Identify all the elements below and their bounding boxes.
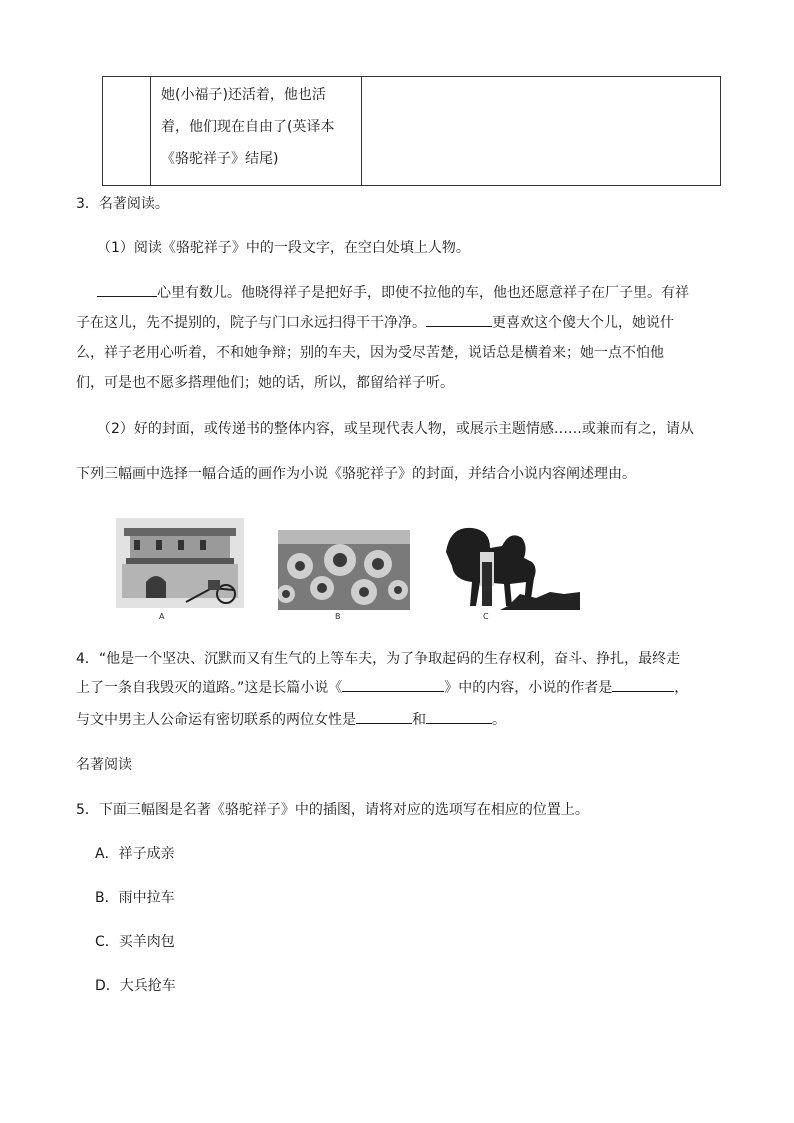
passage-line-2: 子在这儿，先不提别的，院子与门口永远扫得干干净净。 更喜欢这个傻大个儿，她说什 bbox=[76, 312, 674, 334]
option-b: B．雨中拉车 bbox=[95, 890, 175, 906]
image-label-b: B bbox=[335, 612, 341, 621]
option-a: A．祥子成亲 bbox=[95, 846, 175, 862]
answer-blank-woman-1[interactable] bbox=[356, 709, 412, 724]
table-cell-empty bbox=[103, 77, 151, 185]
image-label-a: A bbox=[159, 612, 165, 621]
question-4-line1: 4．“他是一个坚决、沉默而又有生气的上等车夫，为了争取起码的生存权利，奋斗、挣扎，最终走 bbox=[76, 651, 681, 667]
table-cell-line: 着，他们现在自由了(英译本 bbox=[161, 119, 335, 135]
question-4-line2: 上了一条自我毁灭的道路。”这是长篇小说《 》中的内容，小说的作者是 ， bbox=[76, 677, 688, 699]
image-label-c: C bbox=[483, 612, 489, 621]
answer-blank-woman-2[interactable] bbox=[426, 709, 492, 724]
table-cell-quote bbox=[150, 77, 362, 185]
answer-table bbox=[102, 76, 721, 186]
answer-blank[interactable] bbox=[97, 282, 157, 297]
question-3-part2-line2: 下列三幅画中选择一幅合适的画作为小说《骆驼祥子》的封面，并结合小说内容阐述理由。 bbox=[76, 466, 636, 482]
option-d: D．大兵抢车 bbox=[95, 978, 176, 994]
option-c: C．买羊肉包 bbox=[95, 934, 175, 950]
passage-line-4: 们，可是也不愿多搭理他们；她的话，所以，都留给祥子听。 bbox=[76, 375, 454, 391]
question-5-title: 5．下面三幅图是名著《骆驼祥子》中的插图，请将对应的选项写在相应的位置上。 bbox=[76, 802, 589, 818]
cover-image-a bbox=[116, 518, 244, 608]
question-4-line3: 与文中男主人公命运有密切联系的两位女性是 和 。 bbox=[76, 709, 506, 731]
answer-blank[interactable] bbox=[426, 312, 492, 327]
question-3-part1-prompt: （1）阅读《骆驼祥子》中的一段文字，在空白处填上人物。 bbox=[97, 240, 470, 256]
answer-blank-novel[interactable] bbox=[342, 677, 444, 692]
cover-image-b bbox=[278, 530, 410, 610]
table-cell-line: 她(小福子)还活着，他也活 bbox=[161, 87, 326, 103]
passage-line-1: 心里有数儿。他晓得祥子是把好手，即使不拉他的车，他也还愿意祥子在厂子里。有祥 bbox=[97, 282, 689, 304]
passage-line-3: 么，祥子老用心听着，不和她争辩；别的车夫，因为受尽苦楚，说话总是横着来；她一点不怕他 bbox=[76, 345, 664, 361]
table-cell-line: 《骆驼祥子》结尾) bbox=[161, 151, 279, 167]
question-3-part2-line1: （2）好的封面，或传递书的整体内容，或呈现代表人物，或展示主题情感……或兼而有之，请从 bbox=[97, 421, 694, 437]
question-3-title: 3．名著阅读。 bbox=[76, 196, 169, 212]
section-heading: 名著阅读 bbox=[76, 757, 132, 773]
answer-blank-author[interactable] bbox=[612, 677, 674, 692]
cover-image-c bbox=[440, 522, 582, 610]
